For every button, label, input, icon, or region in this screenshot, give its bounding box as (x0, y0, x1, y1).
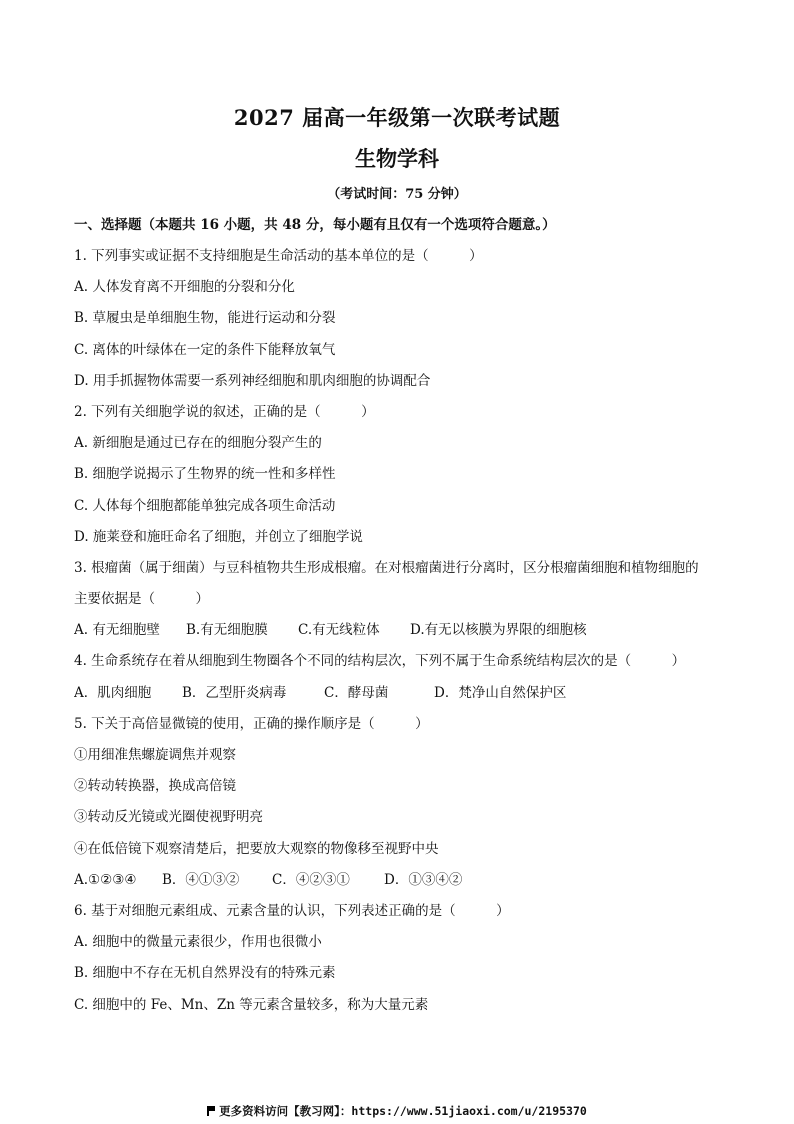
question-4-option-c: C．酵母菌 (324, 684, 389, 701)
question-3-options (74, 620, 734, 651)
question-3-stem-line-2: 主要依据是（ ） (74, 591, 209, 608)
exam-title: 2027 届高一年级第一次联考试题 (233, 105, 561, 130)
question-3-stem-line-1: 3. 根瘤菌（属于细菌）与豆科植物共生形成根瘤。在对根瘤菌进行分离时，区分根瘤菌细胞和植物细胞的 (74, 559, 699, 576)
question-2-option-a: A. 新细胞是通过已存在的细胞分裂产生的 (74, 435, 322, 452)
section-heading: 一、选择题（本题共 16 小题，共 48 分，每小题有且仅有一个选项符合题意。） (74, 217, 556, 233)
footer (0, 1104, 794, 1118)
question-5-step-3: ③转动反光镜或光圈使视野明亮 (74, 809, 263, 826)
question-6-option-a: A. 细胞中的微量元素很少，作用也很微小 (74, 934, 322, 951)
question-5-stem: 5. 下关于高倍显微镜的使用，正确的操作顺序是（ ） (74, 715, 429, 732)
question-1-option-d: D. 用手抓握物体需要一系列神经细胞和肌肉细胞的协调配合 (74, 372, 431, 389)
flag-icon (207, 1106, 215, 1116)
question-6-stem: 6. 基于对细胞元素组成、元素含量的认识，下列表述正确的是（ ） (74, 902, 510, 919)
question-2-stem: 2. 下列有关细胞学说的叙述，正确的是（ ） (74, 403, 375, 420)
question-4-option-a: A．肌肉细胞 (74, 684, 152, 701)
question-1-option-a: A. 人体发育离不开细胞的分裂和分化 (74, 279, 295, 296)
question-2-option-b: B. 细胞学说揭示了生物界的统一性和多样性 (74, 466, 336, 483)
exam-subject: 生物学科 (355, 146, 439, 171)
exam-time: （考试时间：75 分钟） (327, 187, 467, 202)
question-4-option-b: B．乙型肝炎病毒 (182, 684, 287, 701)
question-1-stem: 1. 下列事实或证据不支持细胞是生命活动的基本单位的是（ ） (74, 248, 483, 264)
question-6-option-b: B. 细胞中不存在无机自然界没有的特殊元素 (74, 965, 336, 982)
question-5-option-d: D．①③④② (384, 871, 463, 888)
question-1-option-c: C. 离体的叶绿体在一定的条件下能释放氧气 (74, 341, 336, 358)
question-4-option-d: D．梵净山自然保护区 (434, 684, 567, 701)
question-3-option-a: A. 有无细胞壁 (74, 622, 160, 639)
question-3-option-c: C.有无线粒体 (298, 622, 380, 639)
question-3-option-d: D.有无以核膜为界限的细胞核 (410, 622, 587, 639)
question-4-options (74, 683, 734, 714)
question-5-step-1: ①用细准焦螺旋调焦并观察 (74, 747, 236, 763)
question-2-option-c: C. 人体每个细胞都能单独完成各项生命活动 (74, 497, 336, 514)
question-1-option-b: B. 草履虫是单细胞生物，能进行运动和分裂 (74, 310, 336, 327)
question-5-options (74, 870, 734, 901)
question-list (74, 246, 734, 1026)
question-5-step-4: ④在低倍镜下观察清楚后，把要放大观察的物像移至视野中央 (74, 840, 439, 857)
question-5-option-c: C．④②③① (272, 871, 350, 888)
question-5-step-2: ②转动转换器，换成高倍镜 (74, 778, 236, 795)
question-6-option-c: C. 细胞中的 Fe、Mn、Zn 等元素含量较多，称为大量元素 (74, 996, 429, 1013)
question-2-option-d: D. 施莱登和施旺命名了细胞，并创立了细胞学说 (74, 528, 363, 545)
question-5-option-b: B．④①③② (162, 871, 240, 888)
question-5-option-a: A.①②③④ (74, 871, 137, 888)
question-4-stem: 4. 生命系统存在着从细胞到生物圈各个不同的结构层次，下列不属于生命系统结构层次的是（ ） (74, 653, 686, 670)
question-3-option-b: B.有无细胞膜 (186, 622, 268, 639)
footer-link[interactable]: 更多资料访问【教习网】：https://www.51jiaoxi.com/u/2195370 (219, 1104, 587, 1118)
